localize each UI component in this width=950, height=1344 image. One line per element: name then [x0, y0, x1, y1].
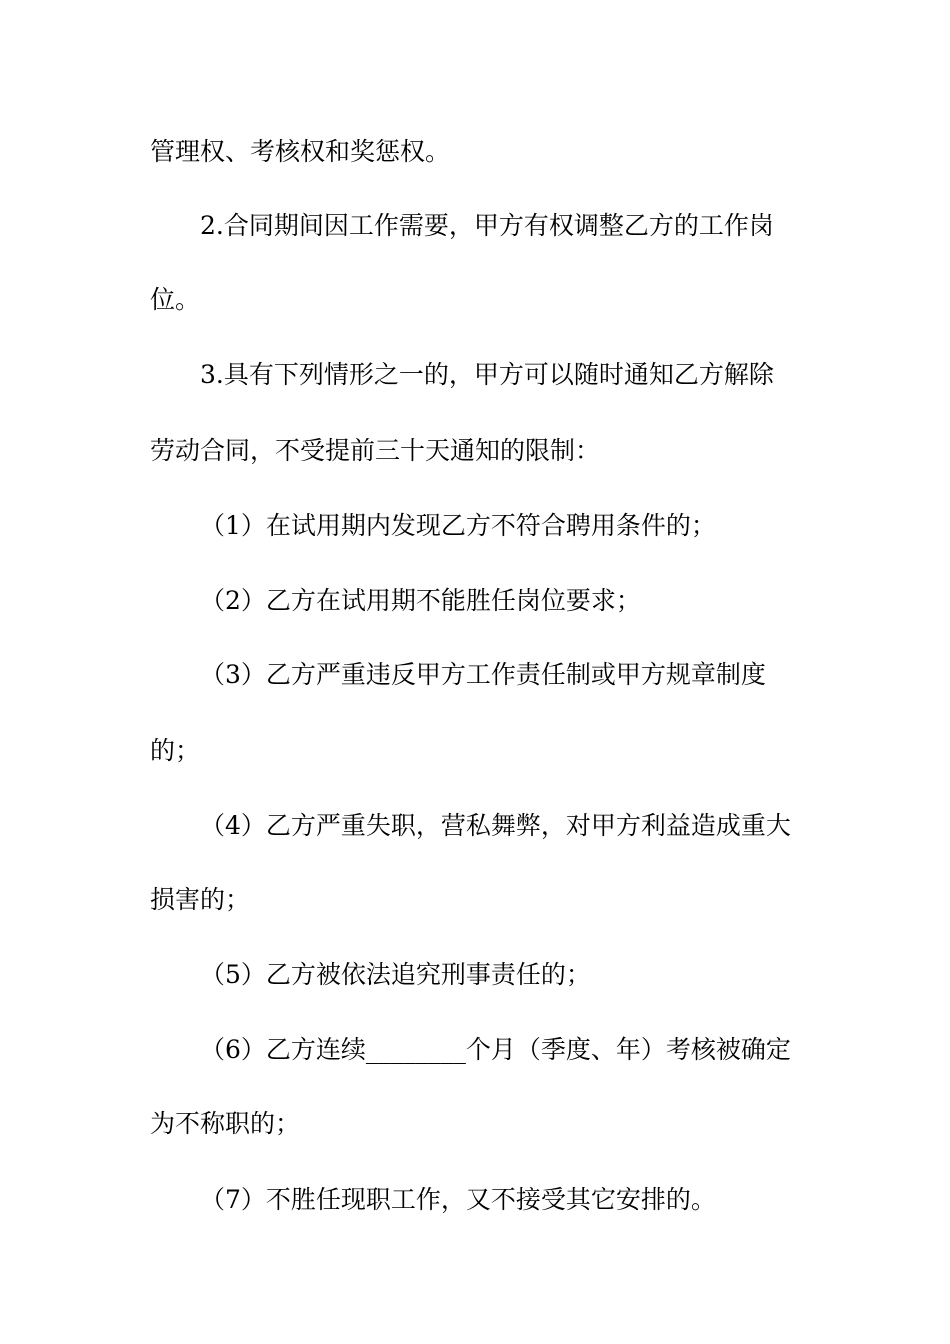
text-line-1: 管理权、考核权和奖惩权。 [150, 137, 451, 166]
text-line-8: （3）乙方严重违反甲方工作责任制或甲方规章制度 [200, 660, 766, 689]
text-line-6: （1）在试用期内发现乙方不符合聘用条件的； [200, 511, 716, 540]
text-line-14: 为不称职的； [150, 1109, 301, 1138]
text-line-13: （6）乙方连续________个月（季度、年）考核被确定 [200, 1035, 791, 1064]
text-line-9: 的； [150, 736, 201, 765]
text-line-7: （2）乙方在试用期不能胜任岗位要求； [200, 586, 641, 615]
text-line-15: （7）不胜任现职工作，又不接受其它安排的。 [200, 1185, 716, 1214]
text-line-5: 劳动合同，不受提前三十天通知的限制： [150, 436, 601, 465]
text-line-10: （4）乙方严重失职，营私舞弊，对甲方利益造成重大 [200, 811, 791, 840]
text-line-4: 3.具有下列情形之一的，甲方可以随时通知乙方解除 [200, 360, 774, 389]
text-line-11: 损害的； [150, 885, 251, 914]
text-line-2: 2.合同期间因工作需要，甲方有权调整乙方的工作岗 [200, 211, 774, 240]
text-line-12: （5）乙方被依法追究刑事责任的； [200, 960, 591, 989]
text-line-3: 位。 [150, 285, 201, 314]
